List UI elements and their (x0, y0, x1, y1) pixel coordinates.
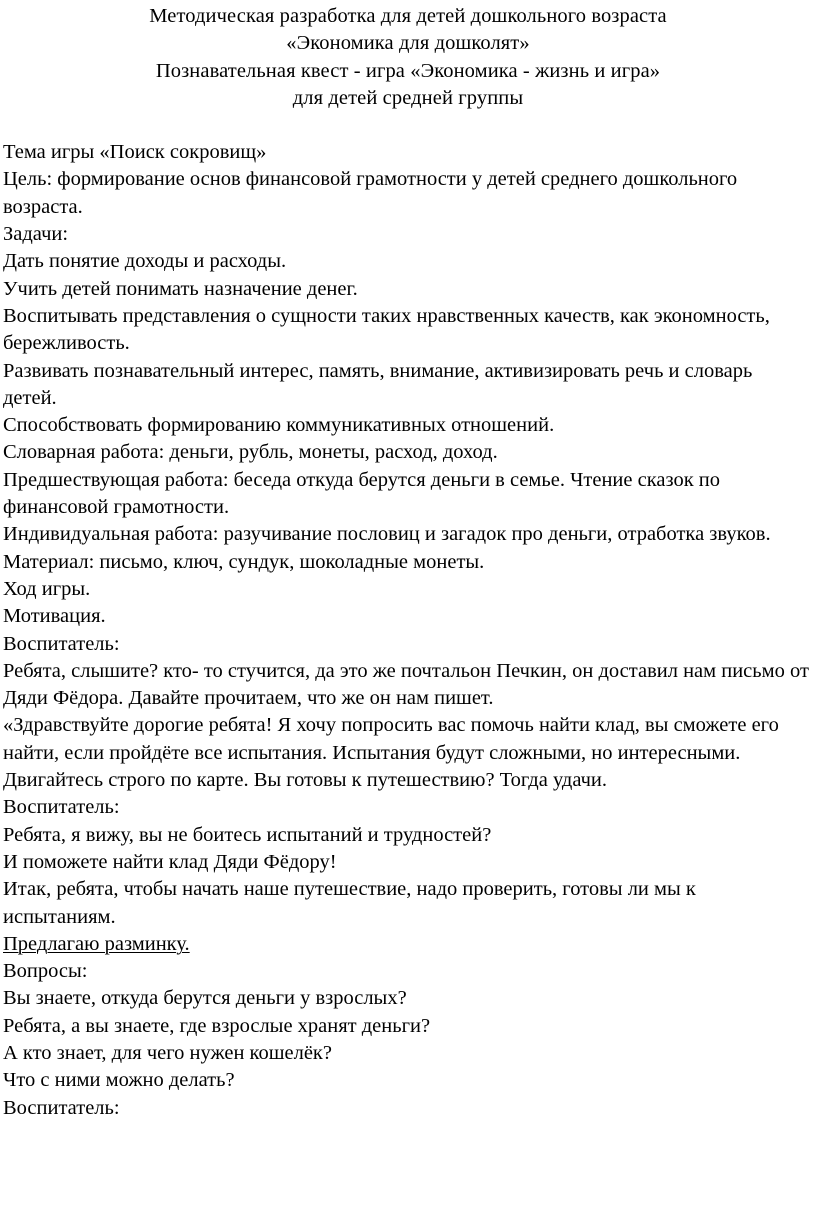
document-header (0, 0, 816, 112)
speaker-label: Воспитатель: (3, 632, 120, 655)
questions-heading: Вопросы: (3, 960, 88, 983)
task-item: Дать понятие доходы и расходы. (3, 250, 287, 273)
motivation-heading: Мотивация. (3, 605, 106, 628)
teacher-speech: Итак, ребята, чтобы начать наше путешествие, надо проверить, готовы ли мы к испытаниям. (3, 878, 696, 928)
warmup-heading-text: Предлагаю разминку. (3, 932, 190, 955)
header-line: Методическая разработка для детей дошкольного возраста (149, 5, 667, 27)
question-item: Вы знаете, откуда берутся деньги у взрослых? (3, 987, 407, 1010)
question-item: Ребята, а вы знаете, где взрослые хранят деньги? (3, 1014, 431, 1037)
task-item: Развивать познавательный интерес, память, внимание, активизировать речь и словарь детей. (3, 359, 753, 409)
letter-text: «Здравствуйте дорогие ребята! Я хочу попросить вас помочь найти клад, вы сможете его найти, если пройдёте все испытания. Испытания будут сложными, но интересными. Двигайтесь строго по карте. Вы готовы к путешествию? Тогда удачи. (3, 714, 779, 792)
header-line: для детей средней группы (292, 86, 524, 109)
vocabulary-work: Словарная работа: деньги, рубль, монеты, расход, доход. (3, 441, 498, 464)
tasks-heading: Задачи: (3, 223, 69, 246)
teacher-speech: И поможете найти клад Дяди Фёдору! (3, 850, 337, 873)
warmup-heading (3, 931, 810, 958)
game-progress-heading: Ход игры. (3, 577, 91, 600)
document-body (0, 139, 816, 1122)
individual-work: Индивидуальная работа: разучивание пословиц и загадок про деньги, отработка звуков. (3, 523, 771, 546)
question-item: Что с ними можно делать? (3, 1069, 235, 1092)
materials: Материал: письмо, ключ, сундук, шоколадные монеты. (3, 550, 485, 573)
header-line: Познавательная квест - игра «Экономика - жизнь и игра» (155, 59, 661, 82)
task-item: Учить детей понимать назначение денег. (3, 277, 358, 300)
task-item: Способствовать формированию коммуникативных отношений. (3, 414, 555, 437)
question-item: А кто знает, для чего нужен кошелёк? (3, 1041, 332, 1064)
speaker-label: Воспитатель: (3, 1096, 120, 1119)
teacher-speech: Ребята, я вижу, вы не боитесь испытаний и трудностей? (3, 823, 492, 846)
speaker-label: Воспитатель: (3, 796, 120, 819)
task-item: Воспитывать представления о сущности таких нравственных качеств, как экономность, бережливость. (3, 304, 770, 355)
teacher-speech: Ребята, слышите? кто- то стучится, да это же почтальон Печкин, он доставил нам письмо от Дяди Фёдора. Давайте прочитаем, что же он нам пишет. (3, 659, 809, 710)
preliminary-work: Предшествующая работа: беседа откуда берутся деньги в семье. Чтение сказок по финансовой грамотности. (3, 468, 721, 519)
game-topic: Тема игры «Поиск сокровищ» (3, 141, 267, 164)
goal-paragraph: Цель: формирование основ финансовой грамотности у детей среднего дошкольного возраста. (3, 168, 738, 218)
header-line: «Экономика для дошколят» (286, 32, 530, 55)
